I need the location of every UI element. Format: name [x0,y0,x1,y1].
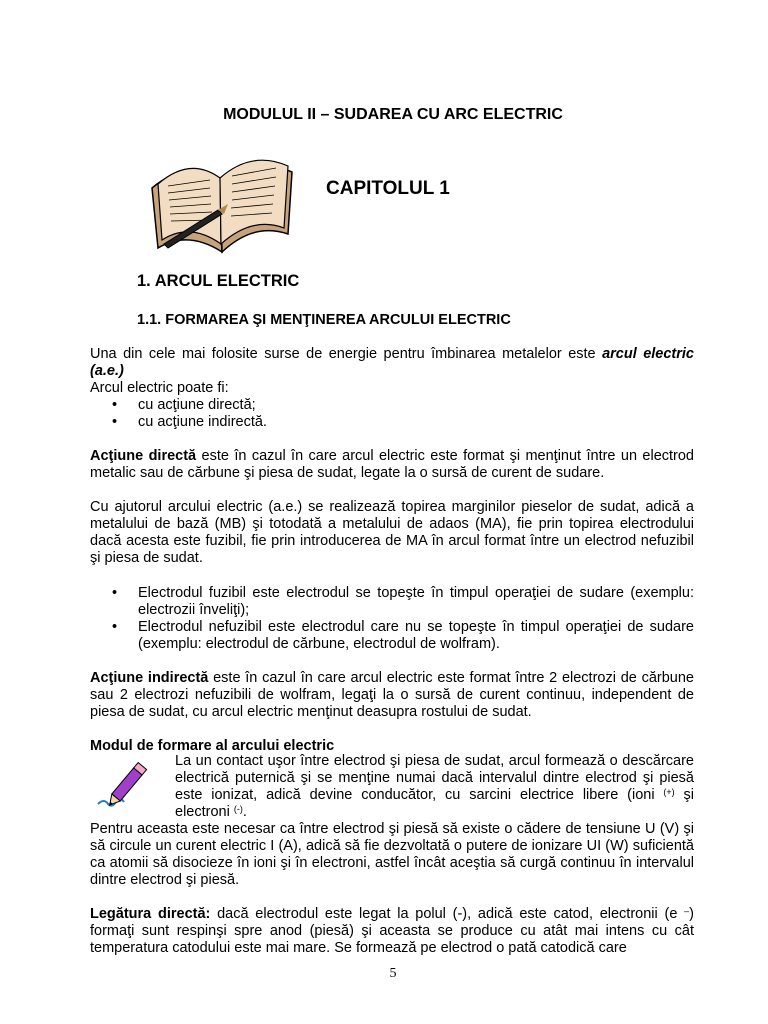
bullet: • [112,414,118,430]
direct-action-paragraph [90,448,694,482]
intro-line: Arcul electric poate fi: [90,380,229,396]
indirect-action-paragraph [90,670,694,721]
pencil-icon [96,760,158,810]
bullet: • [112,619,118,635]
indirect-action-term: Acţiune indirectă [90,670,209,686]
list-item [90,585,694,619]
module-title: MODULUL II – SUDAREA CU ARC ELECTRIC [223,106,563,123]
page-number: 5 [389,966,397,981]
arc-type-list [90,397,694,431]
superscript-plus: (+) [663,787,675,797]
bullet: • [112,585,118,601]
direct-action-term: Acţiune directă [90,448,197,464]
list-item-text: cu acţiune indirectă. [138,414,267,430]
formation-text-mid: şi electroni [175,787,695,820]
direct-link-paragraph [90,906,694,957]
indirect-action-text: este în cazul în care arcul electric este format între 2 electrozi de cărbune sau 2 electrozi nefuzibili de wolfram, legaţi la o sursă de curent continuu, independent de piesa de sudat, cu arcul electric menţinut deasupra rostului de sudat. [90,670,694,720]
intro-emphasis: arcul electric (a.e.) [90,346,694,379]
direct-link-text: dacă electrodul este legat la polul (-), adică este catod, electronii (e [210,906,685,922]
list-item-text: Electrodul fuzibil este electrodul se topeşte în timpul operaţiei de sudare (exemplu: electrozii înveliţi); [138,585,694,618]
list-item [90,619,694,653]
section-title: 1. ARCUL ELECTRIC [137,272,300,290]
direct-action-text: este în cazul în care arcul electric este format şi menţinut între un electrod metalic sau de cărbune şi piesa de sudat, legate la o sursă de curent de sudare. [90,448,694,481]
list-item-text: cu acţiune directă; [138,397,256,413]
open-book-with-pen-icon [148,148,298,256]
subsection-title: 1.1. FORMAREA ŞI MENŢINEREA ARCULUI ELECTRIC [137,312,511,328]
bullet: • [112,397,118,413]
formation-text-end: . [242,804,247,820]
formation-text: La un contact uşor între electrod şi piesa de sudat, arcul formează o descărcare electrică puternică şi se menţine numai dacă intervalul dintre electrod şi piesă este ionizat, adică devine conducător, cu sarcini electrice libere (ioni [175,753,694,803]
superscript-electron: – [684,906,690,916]
intro-text: Una din cele mai folosite surse de energie pentru îmbinarea metalelor este [90,346,603,362]
list-item [90,397,694,414]
direct-action-paragraph-2: Cu ajutorul arcului electric (a.e.) se realizează topirea marginilor pieselor de sudat, adică a metalului de bază (MB) şi totodată a metalului de adaos (MA), fie prin topirea electrodului dacă acesta este fuzibil, fie prin introducerea de MA în arcul format între un electrod nefuzibil şi piesa de sudat. [90,499,694,566]
intro-paragraph [90,346,694,380]
chapter-title: CAPITOLUL 1 [326,178,450,199]
formation-heading: Modul de formare al arcului electric [90,738,335,754]
formation-paragraph [175,753,694,821]
electrode-list [90,585,694,653]
superscript-minus: (-) [233,804,243,814]
list-item-text: Electrodul nefuzibil este electrodul care nu se topeşte în timpul operaţiei de sudare (exemplu: electrodul de cărbune, electrodul de wolfram). [138,619,694,652]
direct-link-text-cont: ) formaţi sunt respinşi spre anod (piesă) şi aceasta se produce cu atât mai intens cu cât temperatura catodului este mai mare. Se formează pe electrod o pată catodică care [90,906,694,956]
formation-paragraph-2: Pentru aceasta este necesar ca între electrod şi piesă să existe o cădere de tensiune U (V) şi să circule un curent electric I (A), adică să fie dezvoltată o putere de ionizare UI (W) suficientă ca atomii să disocieze în ioni şi în electroni, astfel încât aceştia să curgă continuu în intervalul dintre electrod şi piesă. [90,821,694,888]
direct-link-term: Legătura directă: [90,906,211,922]
list-item [90,414,694,431]
